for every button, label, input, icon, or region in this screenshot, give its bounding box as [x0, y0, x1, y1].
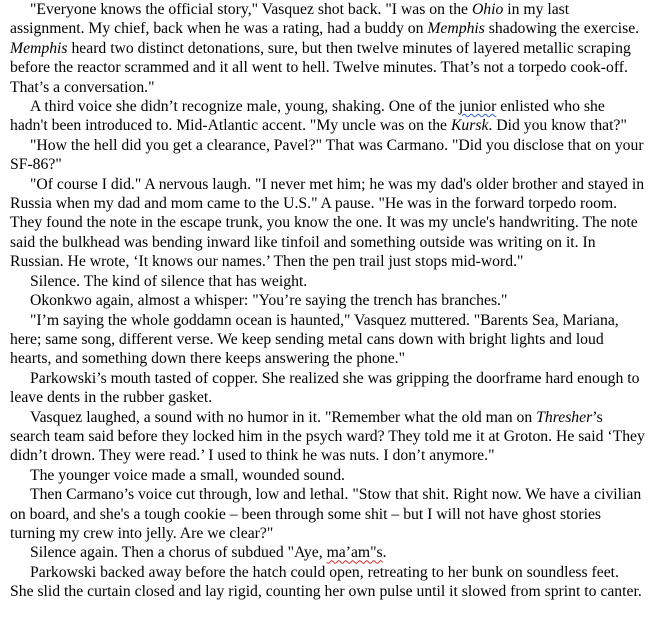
- italic-text: Ohio: [471, 1, 504, 18]
- italic-text: Kursk: [450, 117, 489, 135]
- text-run: A third voice she didn’t recognize male, young, shaking. One of the: [30, 98, 459, 116]
- text-run: "Everyone knows the official story," Vasquez shot back. "I was on the: [30, 1, 472, 18]
- grammar-flagged-word[interactable]: junior: [458, 98, 497, 116]
- text-run: The younger voice made a small, wounded sound.: [30, 466, 345, 484]
- text-run: shadowing the exercise.: [484, 20, 640, 38]
- text-run: "Of course I did." A nervous laugh. "I never met him; he was my dad's older brother and stayed in Russia when my dad and mom came to the U.S." A pause. "He was in the forward torpedo room. They found the note in the escape trunk, you know the one. It was my uncle's handwriting. The note said the bulkhead was bending inward like tinfoil and something outside was writing on it. In Russian. He wrote, ‘It knows our names.’ Then the pen trail just stops mid-word.": [10, 175, 645, 271]
- text-run: Parkowski backed away before the hatch could open, retreating to her bunk on soundless feet. She slid the curtain closed and lay rigid, counting her own pulse until it slowed from sprint to canter.: [10, 563, 642, 601]
- text-run: Silence. The kind of silence that has weight.: [30, 272, 308, 290]
- text-run: .: [382, 544, 387, 562]
- paragraph: [10, 175, 646, 272]
- paragraph: [10, 369, 646, 408]
- text-run: in my last assignment. My chief, back when he was a rating, had a buddy on: [10, 1, 570, 38]
- text-run: Then Carmano’s voice cut through, low and lethal. "Stow that shit. Right now. We have a civilian on board, and she's a tough cookie – been through some shit – but I will not have ghost stories turning my crew into jelly. Are we clear?": [10, 486, 642, 542]
- italic-text: Thresher: [536, 408, 593, 426]
- text-run: "I’m saying the whole goddamn ocean is haunted," Vasquez muttered. "Barents Sea, Mariana, here; same song, different verse. We keep sending metal cans down with bright lights and loud hearts, and something down there keeps answering the phone.": [10, 311, 619, 368]
- spelling-flagged-word[interactable]: ma’am"s: [326, 544, 383, 562]
- text-run: Okonkwo again, almost a whisper: "You’re saying the trench has branches.": [30, 292, 508, 310]
- paragraph: [10, 272, 646, 291]
- text-run: Silence again. Then a chorus of subdued "Aye,: [30, 544, 327, 562]
- paragraph: [10, 543, 646, 562]
- text-run: . Did you know that?": [488, 117, 627, 135]
- text-run: "How the hell did you get a clearance, Pavel?" That was Carmano. "Did you disclose that on your SF-86?": [10, 136, 644, 174]
- paragraph: [10, 0, 646, 97]
- paragraph: [10, 408, 646, 466]
- paragraph: [10, 485, 646, 543]
- document-body[interactable]: [10, 0, 646, 602]
- paragraph: [10, 291, 646, 310]
- paragraph: [10, 563, 646, 602]
- paragraph: [10, 136, 646, 175]
- italic-text: Memphis: [10, 39, 68, 57]
- paragraph: [10, 311, 646, 369]
- text-run: ’s search team said before they locked him in the psych ward? They told me it at Groton. He said ‘They didn’t drown. They were read.’ I used to think he was nuts. I don’t anymore.": [10, 408, 645, 465]
- text-run: Vasquez laughed, a sound with no humor in it. "Remember what the old man on: [30, 408, 537, 426]
- paragraph: [10, 466, 646, 485]
- text-run: Parkowski’s mouth tasted of copper. She realized she was gripping the doorframe hard enough to leave dents in the rubber gasket.: [10, 369, 640, 407]
- text-run: enlisted who she hadn't been introduced to. Mid-Atlantic accent. "My uncle was on the: [10, 98, 605, 135]
- italic-text: Memphis: [427, 20, 485, 38]
- paragraph: [10, 97, 646, 136]
- text-run: heard two distinct detonations, sure, but then twelve minutes of layered metallic scraping before the reactor scrammed and it all went to hell. Twelve minutes. That’s not a torpedo cook-off. That’s a conversation.": [10, 39, 631, 96]
